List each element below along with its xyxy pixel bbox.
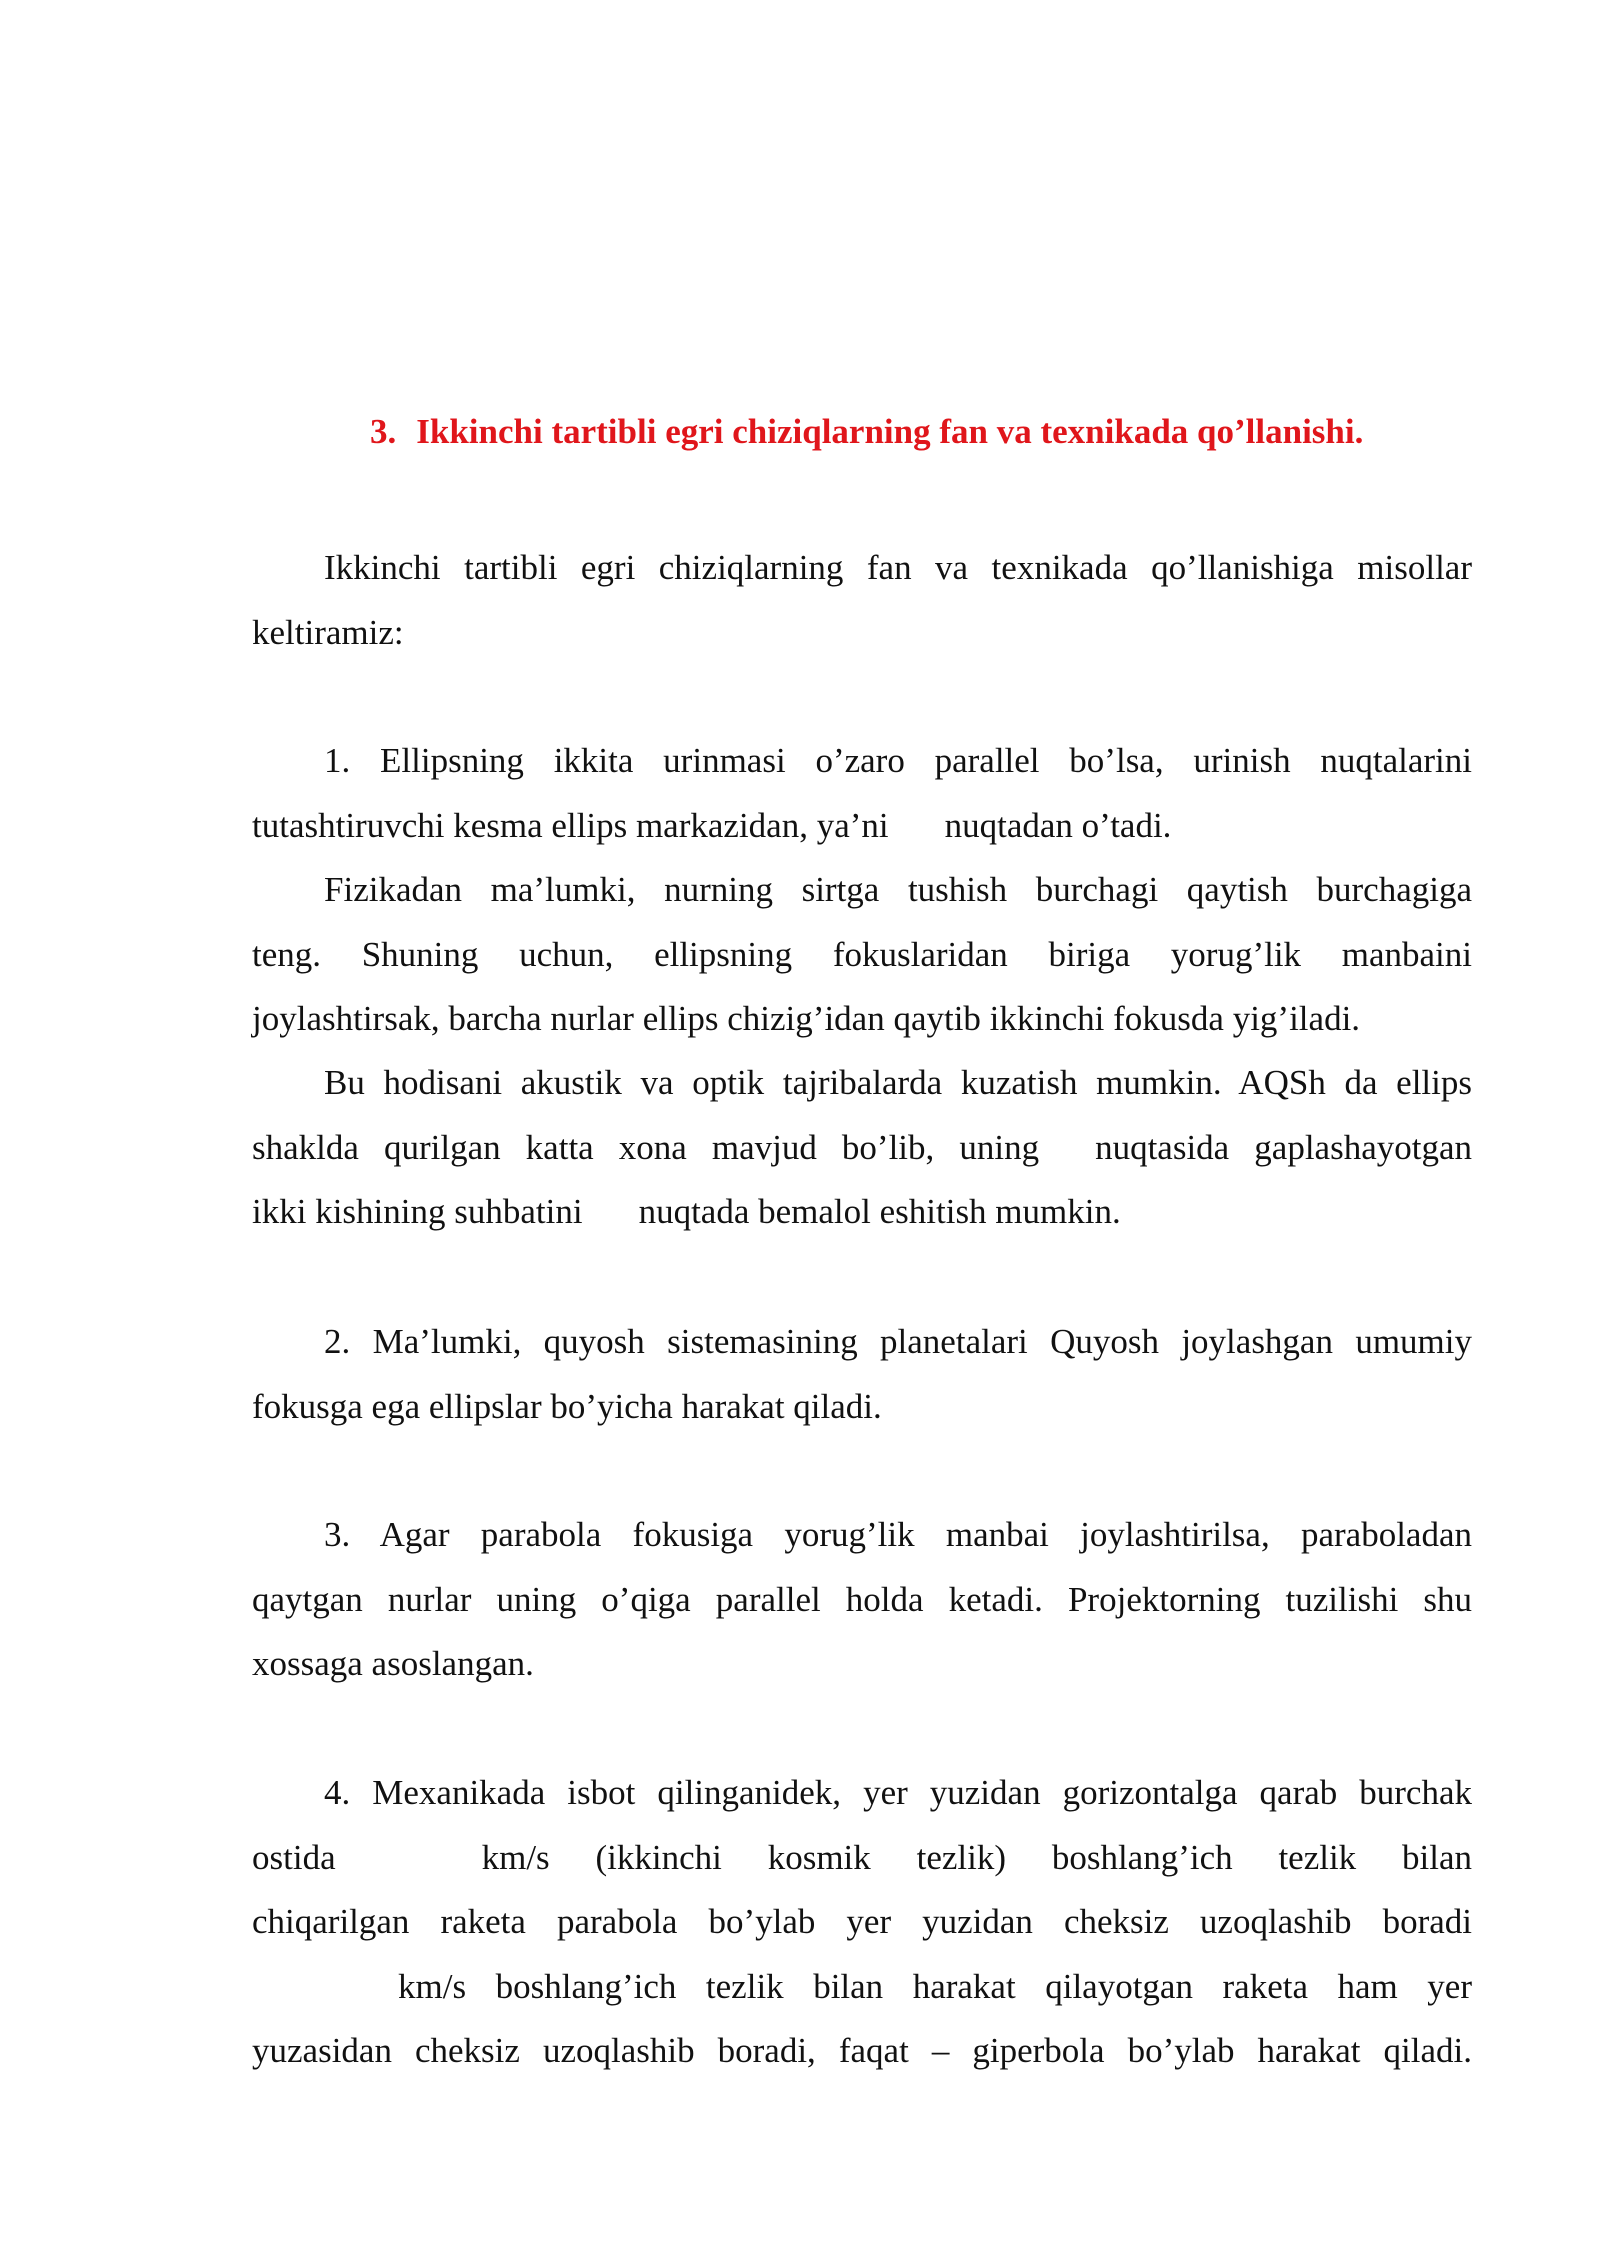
- text-line: fokusga ega ellipslar bo’yicha harakat qiladi.: [252, 1386, 882, 1426]
- text-line: [252, 1116, 1472, 1181]
- text-fragment: ikki kishining suhbatini: [252, 1192, 583, 1231]
- section-title: Ikkinchi tartibli egri chiziqlarning fan va texnikada qo’llanishi.: [416, 412, 1364, 451]
- text-line: joylashtirsak, barcha nurlar ellips chizig’idan qaytib ikkinchi fokusda yig’iladi.: [252, 999, 1361, 1038]
- text-fragment: km/s (ikkinchi kosmik tezlik) boshlang’ich tezlik bilan: [481, 1837, 1472, 1877]
- text-line: teng. Shuning uchun, ellipsning fokuslaridan biriga yorug’lik manbaini: [252, 934, 1472, 974]
- text-line: [252, 794, 1472, 859]
- text-line: Bu hodisani akustik va optik tajribalarda kuzatish mumkin. AQSh da ellips: [324, 1063, 1472, 1102]
- text-line: Ikkinchi tartibli egri chiziqlarning fan va texnikada qo’llanishiga misollar: [324, 548, 1472, 587]
- text-line: 1. Ellipsning ikkita urinmasi o’zaro parallel bo’lsa, urinish nuqtalarini: [324, 741, 1472, 780]
- text-line: keltiramiz:: [252, 612, 404, 652]
- physics-paragraph: [252, 858, 1472, 1052]
- text-line: xossaga asoslangan.: [252, 1644, 534, 1683]
- text-fragment: ostida: [252, 1837, 336, 1877]
- text-line: 4. Mexanikada isbot qilinganidek, yer yuzidan gorizontalga qarab burchak: [324, 1773, 1472, 1812]
- item-1-paragraph: [252, 729, 1472, 858]
- text-line: qaytgan nurlar uning o’qiga parallel holda ketadi. Projektorning tuzilishi shu: [252, 1579, 1472, 1619]
- text-line: yuzasidan cheksiz uzoqlashib boradi, faqat – giperbola bo’ylab harakat qiladi.: [252, 2031, 1472, 2070]
- text-line: [252, 1826, 1472, 1891]
- intro-paragraph: [252, 536, 1472, 665]
- text-line: [252, 1180, 1472, 1245]
- item-2-paragraph: [252, 1310, 1472, 1439]
- item-4-paragraph: [252, 1761, 1472, 2084]
- text-fragment: shaklda qurilgan katta xona mavjud bo’lib, uning: [252, 1127, 1040, 1167]
- acoustic-paragraph: [252, 1051, 1472, 1245]
- text-fragment: nuqtada bemalol eshitish mumkin.: [638, 1192, 1121, 1231]
- text-fragment: nuqtasida gaplashayotgan: [1095, 1127, 1472, 1167]
- text-line: km/s boshlang’ich tezlik bilan harakat qilayotgan raketa ham yer: [398, 1966, 1472, 2006]
- text-fragment: tutashtiruvchi kesma ellips markazidan, ya’ni: [252, 805, 889, 845]
- text-line: 3. Agar parabola fokusiga yorug’lik manbai joylashtirilsa, paraboladan: [324, 1515, 1472, 1554]
- item-3-paragraph: [252, 1503, 1472, 1697]
- text-fragment: nuqtadan o’tadi.: [944, 805, 1172, 845]
- text-line: Fizikadan ma’lumki, nurning sirtga tushish burchagi qaytish burchagiga: [324, 870, 1472, 909]
- section-number: 3.: [370, 412, 397, 451]
- text-line: 2. Ma’lumki, quyosh sistemasining planetalari Quyosh joylashgan umumiy: [324, 1322, 1472, 1361]
- text-line: chiqarilgan raketa parabola bo’ylab yer yuzidan cheksiz uzoqlashib boradi: [252, 1902, 1472, 1941]
- section-heading: [370, 412, 1363, 452]
